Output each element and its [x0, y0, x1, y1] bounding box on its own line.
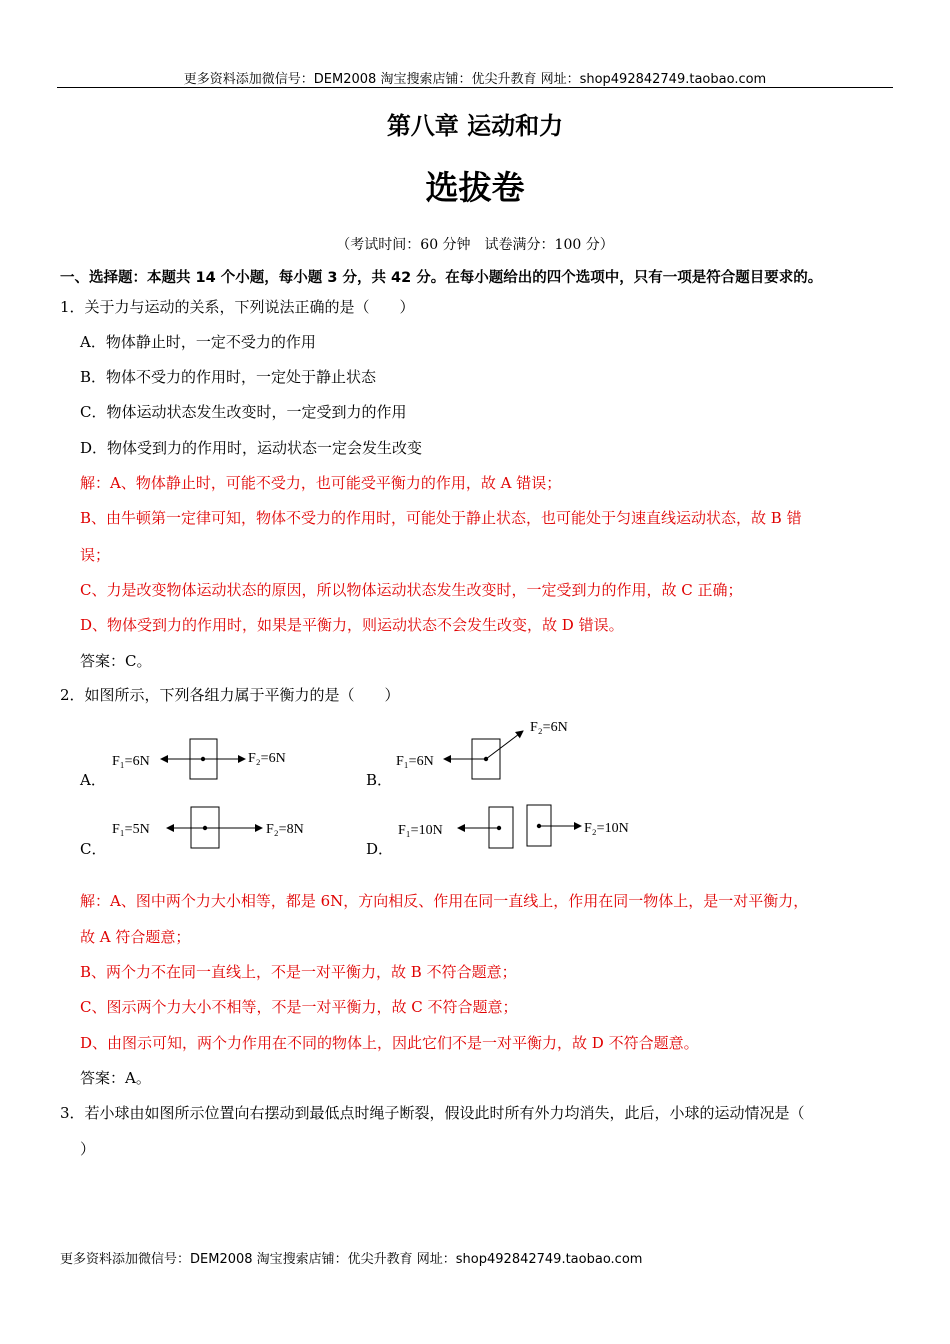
option-c-label: C．	[80, 840, 107, 858]
question-1-option-c: C．物体运动状态发生改变时，一定受到力的作用	[80, 403, 407, 421]
question-2-solution-line: 故 A 符合题意；	[80, 928, 191, 946]
force-arrow-f2	[486, 731, 523, 759]
figure-b-f2-label: F₂=6N	[530, 720, 568, 735]
question-1-option-d: D．物体受到力的作用时，运动状态一定会发生改变	[80, 439, 423, 457]
figure-c-f2-label: F₂=8N	[266, 822, 304, 837]
question-2-stem: 2．如图所示，下列各组力属于平衡力的是（ ）	[60, 686, 400, 704]
figure-d-f1-label: F₁=10N	[398, 823, 443, 838]
question-1-answer: 答案：C。	[80, 652, 152, 670]
question-1-stem: 1．关于力与运动的关系，下列说法正确的是（ ）	[60, 298, 415, 316]
question-1-solution-line: B、由牛顿第一定律可知，物体不受力的作用时，可能处于静止状态，也可能处于匀速直线运动状态，故 B 错	[80, 509, 802, 527]
question-2-answer: 答案：A。	[80, 1069, 151, 1087]
question-2-solution-line: C、图示两个力大小不相等，不是一对平衡力，故 C 不符合题意；	[80, 998, 518, 1016]
exam-info: （考试时间：60 分钟 试卷满分：100 分）	[336, 237, 614, 253]
option-b-label: B．	[366, 771, 393, 789]
question-1-solution-line: C、力是改变物体运动状态的原因，所以物体运动状态发生改变时，一定受到力的作用，故 C 正确；	[80, 581, 743, 599]
figure-a-f1-label: F₁=6N	[112, 754, 150, 769]
figure-c	[112, 807, 304, 848]
question-3-stem: 3．若小球由如图所示位置向右摆动到最低点时绳子断裂，假设此时所有外力均消失，此后，小球的运动情况是（	[60, 1104, 805, 1122]
figure-c-f1-label: F₁=5N	[112, 822, 150, 837]
chapter-title: 第八章 运动和力	[386, 112, 564, 140]
option-d-label: D．	[366, 840, 394, 858]
figure-b-f1-label: F₁=6N	[396, 754, 434, 769]
question-1-solution-line: D、物体受到力的作用时，如果是平衡力，则运动状态不会发生改变，故 D 错误。	[80, 616, 624, 634]
question-1-solution-line: 误；	[80, 546, 111, 564]
option-a-label: A．	[80, 771, 106, 789]
figure-a-f2-label: F₂=6N	[248, 751, 286, 766]
figure-a	[112, 739, 286, 779]
question-2-solution-line: 解：A、图中两个力大小相等，都是 6N，方向相反、作用在同一直线上，作用在同一物体上，是一对平衡力，	[80, 892, 809, 910]
question-1-solution-line: 解：A、物体静止时，可能不受力，也可能受平衡力的作用，故 A 错误；	[80, 474, 562, 492]
question-3-stem-end: ）	[80, 1140, 96, 1158]
question-1-option-a: A．物体静止时，一定不受力的作用	[80, 333, 316, 351]
figure-b	[396, 720, 568, 779]
question-1-option-b: B．物体不受力的作用时，一定处于静止状态	[80, 368, 377, 386]
figure-d	[398, 805, 629, 848]
page-header: 更多资料添加微信号：DEM2008 淘宝搜索店铺：优尖升教育 网址：shop492842749.taobao.com	[183, 72, 767, 87]
question-2-solution-line: D、由图示可知，两个力作用在不同的物体上，因此它们不是一对平衡力，故 D 不符合题意。	[80, 1034, 699, 1052]
page-footer: 更多资料添加微信号：DEM2008 淘宝搜索店铺：优尖升教育 网址：shop492842749.taobao.com	[60, 1252, 643, 1267]
page-title: 选拔卷	[425, 168, 525, 207]
section-heading: 一、选择题：本题共 14 个小题，每小题 3 分，共 42 分。在每小题给出的四个选项中，只有一项是符合题目要求的。	[60, 270, 823, 286]
figure-d-f2-label: F₂=10N	[584, 821, 629, 836]
question-2-solution-line: B、两个力不在同一直线上，不是一对平衡力，故 B 不符合题意；	[80, 963, 517, 981]
